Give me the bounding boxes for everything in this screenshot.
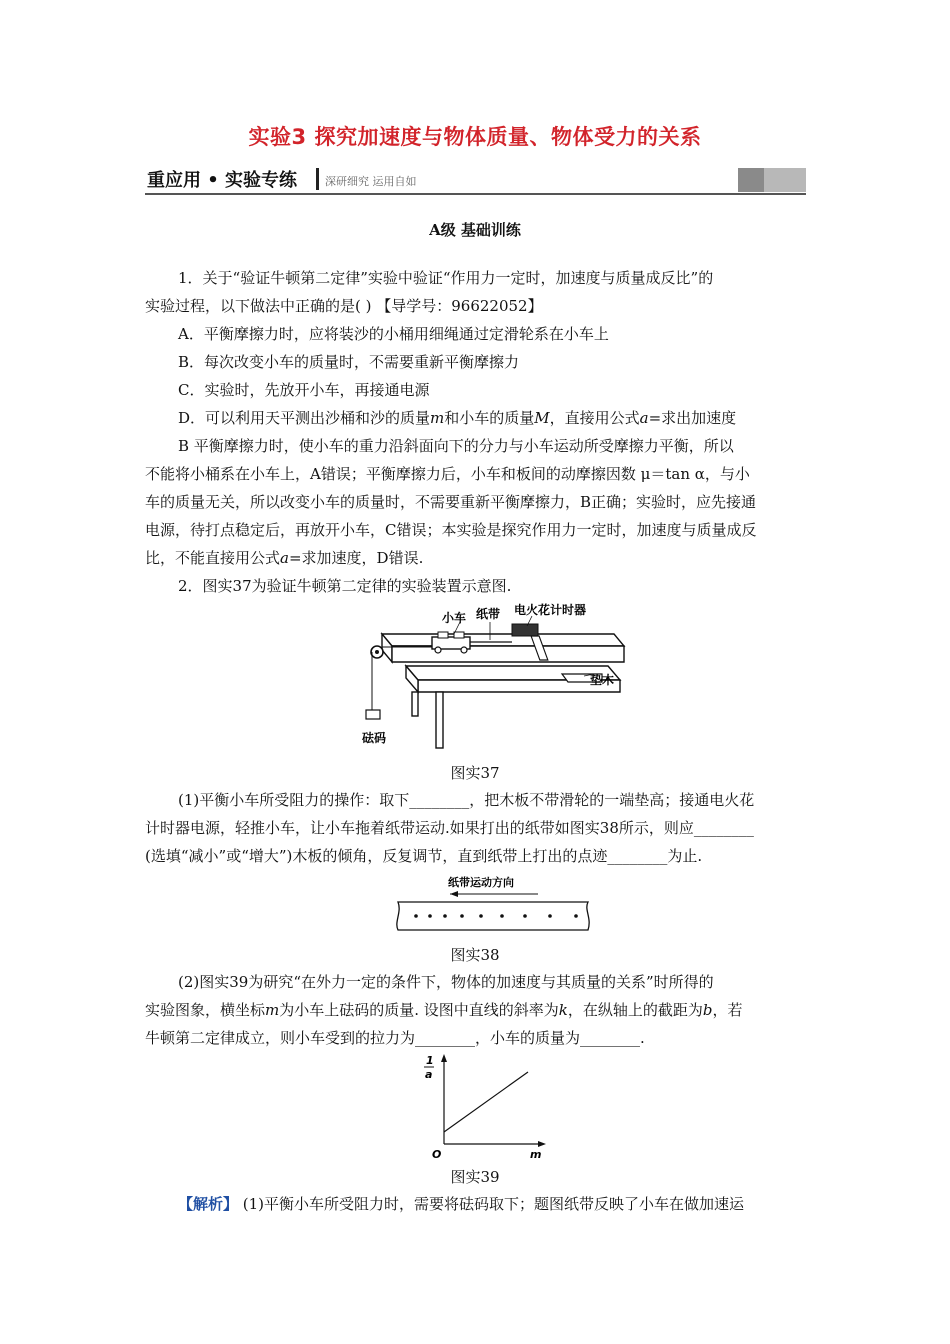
figure-37-apparatus	[362, 600, 632, 752]
figure-39-caption: 图实39	[450, 1168, 500, 1186]
q2-part1-line3: (选填“减小”或“增大”)木板的倾角，反复调节，直到纸带上打出的点迹________为止.	[145, 847, 703, 865]
q1-option-d-part2: 和小车的质量	[444, 409, 535, 427]
solution-tag: 【解析】	[178, 1195, 239, 1213]
var-k: k	[558, 1001, 568, 1019]
banner-main: 重应用 • 实验专练	[147, 170, 298, 191]
y-axis-denominator: a	[425, 1068, 433, 1081]
q1-option-a: A．平衡摩擦力时，应将装沙的小桶用细绳通过定滑轮系在小车上	[178, 325, 609, 343]
solution-text: (1)平衡小车所受阻力时，需要将砝码取下；题图纸带反映了小车在做加速运	[238, 1195, 745, 1213]
q2-intro: 2．图实37为验证牛顿第二定律的实验装置示意图.	[178, 577, 512, 595]
q1-answer-line4: 电源，待打点稳定后，再放开小车，C错误；本实验是探究作用力一定时，加速度与质量成反	[145, 521, 757, 539]
origin-label: O	[432, 1148, 442, 1161]
var-m: m	[265, 1001, 280, 1019]
q1-answer-line1: B 平衡摩擦力时，使小车的重力沿斜面向下的分力与小车运动所受摩擦力平衡，所以	[178, 437, 734, 455]
var-M: M	[534, 409, 550, 427]
figure-38-tape	[388, 872, 598, 940]
q1-option-d-part3: ，直接用公式	[549, 409, 640, 427]
q1-option-d-part4: =求出加速度	[648, 409, 737, 427]
figure-37-caption: 图实37	[450, 764, 500, 782]
q1-option-b: B．每次改变小车的质量时，不需要重新平衡摩擦力	[178, 353, 520, 371]
q2-part2-line2-part3: ，在纵轴上的截距为	[567, 1001, 703, 1019]
banner-block-dark	[738, 168, 764, 192]
q1-option-d-part1: D．可以利用天平测出沙桶和沙的质量	[178, 409, 431, 427]
q2-part2-line1: (2)图实39为研究“在外力一定的条件下，物体的加速度与其质量的关系”时所得的	[178, 973, 714, 991]
q2-part2-line2-part2: 为小车上砝码的质量. 设图中直线的斜率为	[279, 1001, 559, 1019]
q2-part2-line3: 牛顿第二定律成立，则小车受到的拉力为________，小车的质量为________.	[145, 1029, 645, 1047]
label-car: 小车	[442, 611, 467, 625]
x-axis-label: m	[530, 1148, 542, 1161]
solution-line1	[178, 1194, 744, 1214]
q1-option-d	[178, 408, 736, 428]
banner-sub: 深研细究 运用自如	[325, 175, 417, 188]
label-direction: 纸带运动方向	[448, 876, 514, 889]
figure-38-caption: 图实38	[450, 946, 500, 964]
q1-answer-line3: 车的质量无关，所以改变小车的质量时，不需要重新平衡摩擦力，B正确；实验时，应先接通	[145, 493, 757, 511]
section-banner	[145, 166, 806, 195]
banner-block-light	[764, 168, 806, 192]
y-axis-numerator: 1	[426, 1054, 434, 1067]
var-b: b	[702, 1001, 713, 1019]
q2-part2-line2	[145, 1000, 743, 1020]
var-a: a	[280, 549, 289, 567]
page-title: 实验3 探究加速度与物体质量、物体受力的关系	[248, 125, 702, 149]
q1-stem-line1: 1．关于“验证牛顿第二定律”实验中验证“作用力一定时，加速度与质量成反比”的	[178, 269, 714, 287]
var-a: a	[639, 409, 649, 427]
q1-answer-line5-part2: =求加速度，D错误.	[288, 549, 424, 567]
q1-answer-line2: 不能将小桶系在小车上，A错误；平衡摩擦力后，小车和板间的动摩擦因数 μ＝tan α，与小	[145, 465, 750, 483]
figure-39-graph	[420, 1052, 550, 1164]
q1-answer-line5-part1: 比，不能直接用公式	[145, 549, 281, 567]
label-weight: 砝码	[362, 731, 387, 745]
section-heading: A级 基础训练	[429, 221, 521, 239]
q2-part1-line1: (1)平衡小车所受阻力的操作：取下________，把木板不带滑轮的一端垫高；接通电火花	[178, 791, 755, 809]
q1-answer-line5	[145, 548, 423, 568]
graph-line	[444, 1072, 528, 1132]
q2-part2-line2-part1: 实验图象，横坐标	[145, 1001, 266, 1019]
q2-part2-line2-part4: ，若	[712, 1001, 743, 1019]
label-tape: 纸带	[476, 607, 501, 621]
q1-option-c: C．实验时，先放开小车，再接通电源	[178, 381, 430, 399]
var-m: m	[430, 409, 445, 427]
q1-stem-line2: 实验过程，以下做法中正确的是( ) 【导学号：96622052】	[145, 297, 543, 315]
q2-part1-line2: 计时器电源，轻推小车，让小车拖着纸带运动.如果打出的纸带如图实38所示，则应________	[145, 819, 754, 837]
label-block: 垫木	[590, 673, 615, 687]
banner-divider	[316, 168, 319, 190]
label-timer: 电火花计时器	[514, 603, 587, 617]
